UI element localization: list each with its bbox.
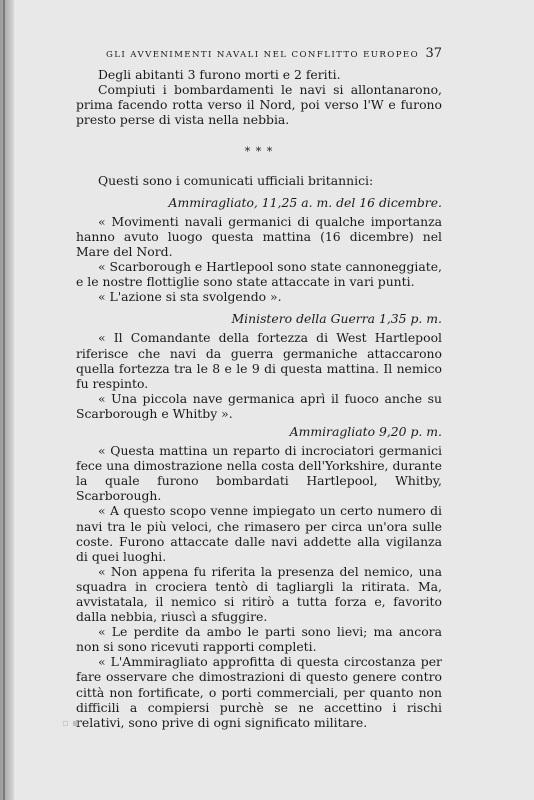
communique-paragraph: « Una piccola nave germanica aprì il fuoco anche su Scarborough e Whitby ».: [76, 390, 442, 421]
communique-source: Ministero della Guerra 1,35 p. m.: [231, 311, 442, 327]
page-smudge: ▫ ▪: [62, 718, 79, 729]
communique-paragraph: « L'azione si sta svolgendo ».: [98, 289, 282, 305]
communique-paragraph: « Movimenti navali germanici di qualche importanza hanno avuto luogo questa mattina (16 dicembre) nel Mare del Nord.: [76, 213, 442, 259]
intro-paragraph: Compiuti i bombardamenti le navi si allontanarono, prima facendo rotta verso il Nord, poi verso l'W e furono presto perse di vista nella nebbia.: [76, 82, 442, 128]
page-number: 37: [425, 46, 442, 61]
book-page: [76, 46, 442, 730]
communique-paragraph: « Scarborough e Hartlepool sono state cannoneggiate, e le nostre flottiglie sono state attaccate in vari punti.: [76, 259, 442, 290]
gutter-line: [3, 0, 5, 800]
communique-paragraph: « A questo scopo venne impiegato un certo numero di navi tra le più veloci, che rimasero per circa un'ora sulle coste. Furono attaccate dalle navi addette alla vigilanza di quei luoghi.: [76, 503, 442, 564]
communique-paragraph: « Il Comandante della fortezza di West Hartlepool riferisce che navi da guerra germaniche attaccarono quella fortezza tra le 8 e le 9 di questa mattina. Il nemico fu respinto.: [76, 330, 442, 391]
running-title: GLI AVVENIMENTI NAVALI NEL CONFLITTO EUROPEO: [106, 50, 420, 60]
lead-paragraph: Questi sono i comunicati ufficiali britannici:: [98, 172, 374, 188]
page-header: [76, 46, 442, 63]
communique-paragraph: « Le perdite da ambo le parti sono lievi; ma ancora non si sono ricevuti rapporti completi.: [76, 624, 442, 655]
communique-source: Ammiragliato 9,20 p. m.: [289, 423, 442, 439]
communique-paragraph: « L'Ammiragliato approfitta di questa circostanza per fare osservare che dimostrazioni di questo genere contro città non fortificate, o porti commerciali, per quanto non difficili a compiersi purchè se ne accettino i rischi relativi, sono prive di ogni significato militare.: [76, 654, 442, 730]
asterism-separator: * * *: [244, 145, 274, 159]
communique-source: Ammiragliato, 11,25 a. m. del 16 dicembre.: [168, 194, 442, 210]
communique-paragraph: « Non appena fu riferita la presenza del nemico, una squadra in crociera tentò di tagliargli la ritirata. Ma, avvistatala, il nemico si ritirò a tutta forza e, favorito dalla nebbia, riuscì a sfuggire.: [76, 563, 442, 625]
intro-paragraph: Degli abitanti 3 furono morti e 2 feriti.: [98, 67, 341, 83]
communique-paragraph: « Questa mattina un reparto di incrociatori germanici fece una dimostrazione nella costa dell'Yorkshire, durante la quale furono bombardati Hartlepool, Whitby, Scarborough.: [76, 443, 442, 504]
